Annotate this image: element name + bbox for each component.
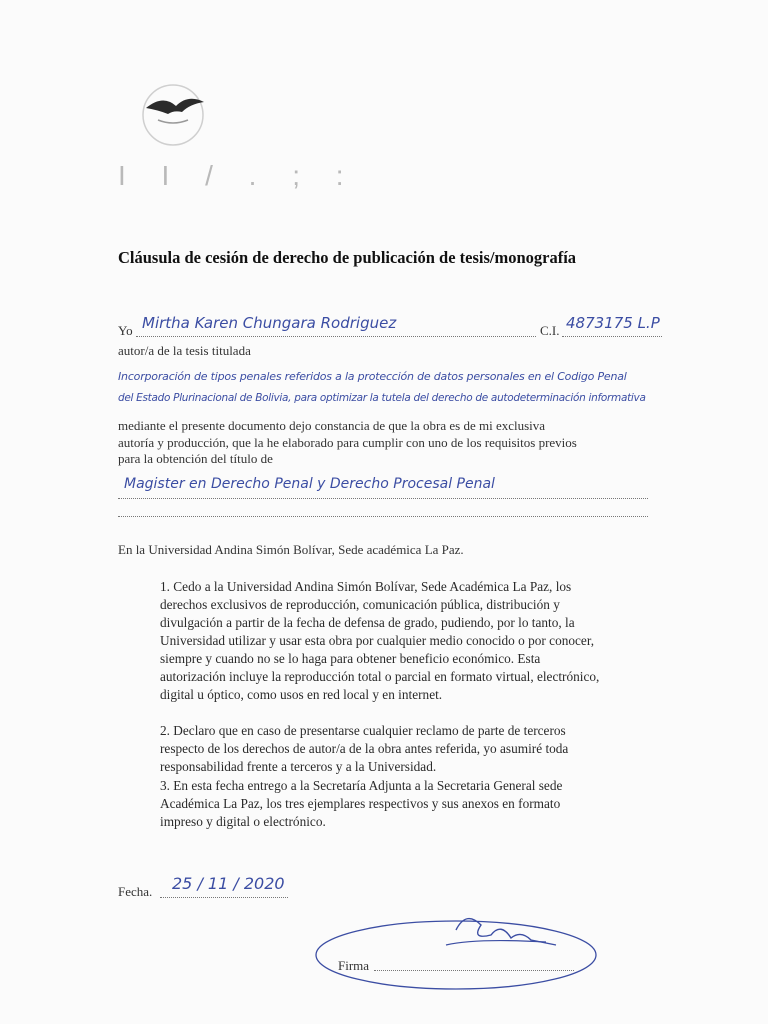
university-line: En la Universidad Andina Simón Bolívar, Sede académica La Paz.: [118, 542, 464, 557]
clause-3-line: Académica La Paz, los tres ejemplares respectivos y sus anexos en formato: [160, 796, 561, 811]
clause-1-line: 1. Cedo a la Universidad Andina Simón Bolívar, Sede Académica La Paz, los: [160, 579, 572, 594]
fecha-line: [160, 897, 288, 898]
thesis-label: autor/a de la tesis titulada: [118, 343, 251, 358]
clause-2-line: 2. Declaro que en caso de presentarse cualquier reclamo de parte de terceros: [160, 723, 566, 738]
intro-line-2: autoría y producción, que la he elaborado para cumplir con uno de los requisitos previos: [118, 434, 577, 450]
ci-value: 4873175 L.P: [566, 314, 660, 332]
clause-3-line: 3. En esta fecha entrego a la Secretaría Adjunta a la Secretaria General sede: [160, 778, 563, 793]
author-name: Mirtha Karen Chungara Rodriguez: [142, 314, 397, 332]
degree-line-2: [118, 516, 648, 517]
clause-1: [160, 578, 658, 704]
intro-line-1: mediante el presente documento dejo constancia de que la obra es de mi exclusiva: [118, 418, 546, 433]
clause-2-line: respecto de los derechos de autor/a de la obra antes referida, yo asumiré toda: [160, 741, 569, 756]
firma-line: [374, 970, 574, 971]
fecha-label: Fecha.: [118, 884, 153, 899]
clause-3: [160, 777, 658, 831]
degree-line-1: [118, 498, 648, 499]
ci-label: C.I.: [540, 323, 560, 338]
clause-1-line: Universidad utilizar y usar esta obra por cualquier medio conocido o por conocer,: [160, 633, 595, 648]
firma-label: Firma: [338, 958, 370, 973]
clause-1-line: autorización incluye la reproducción total o parcial en formato virtual, electrónico,: [160, 669, 600, 684]
signature-graphic: [306, 900, 606, 1000]
university-logo: [128, 80, 218, 150]
name-line: [136, 336, 536, 337]
intro-line-3: para la obtención del título de: [118, 451, 273, 466]
intro-text: [118, 418, 658, 468]
fecha-value: 25 / 11 / 2020: [172, 874, 285, 893]
faded-logo-text: I I / . ; :: [118, 160, 358, 191]
clause-3-line: impreso y digital o electrónico.: [160, 814, 326, 829]
degree-value: Magister en Derecho Penal y Derecho Procesal Penal: [124, 476, 495, 492]
thesis-title-line1: Incorporación de tipos penales referidos a la protección de datos personales en el Codigo Penal: [118, 370, 627, 383]
clause-1-line: derechos exclusivos de reproducción, comunicación pública, distribución y: [160, 597, 560, 612]
ci-line: [562, 336, 662, 337]
clause-1-line: divulgación a partir de la fecha de defensa de grado, pudiendo, por lo tanto, la: [160, 615, 575, 630]
clause-2: [160, 722, 658, 776]
clause-1-line: digital u óptico, como usos en red local y en internet.: [160, 687, 443, 702]
thesis-title-line2: del Estado Plurinacional de Bolivia, para optimizar la tutela del derecho de autodeterminación informativa: [118, 392, 646, 404]
document-title: Cláusula de cesión de derecho de publicación de tesis/monografía: [118, 248, 577, 267]
clause-1-line: siempre y cuando no se lo haga para obtener beneficio económico. Esta: [160, 651, 541, 666]
yo-label: Yo: [118, 323, 133, 338]
clause-2-line: responsabilidad frente a terceros y a la Universidad.: [160, 759, 437, 774]
